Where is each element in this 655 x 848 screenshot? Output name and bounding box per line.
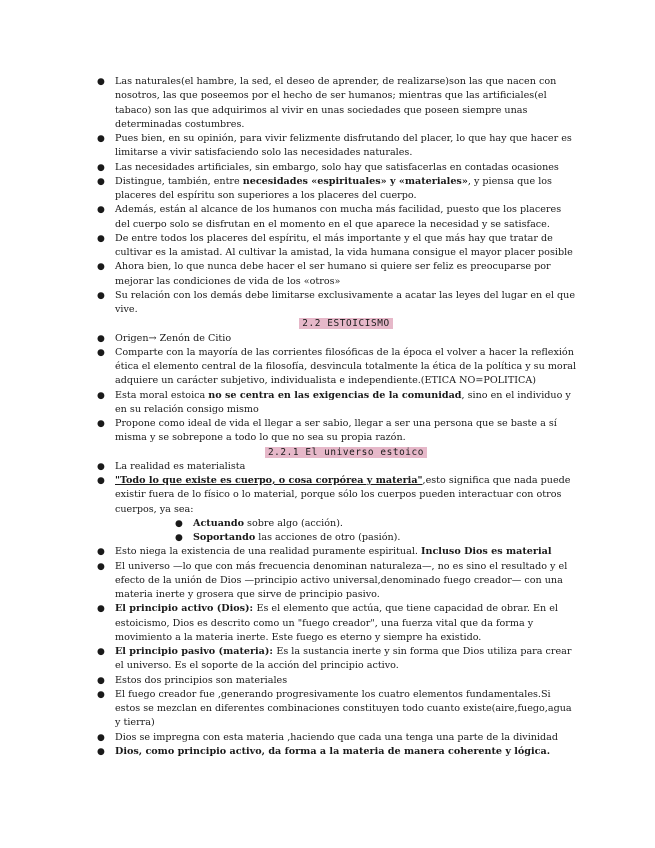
list-item	[97, 161, 577, 175]
item-text: las acciones de otro (pasión).	[255, 532, 401, 543]
item-text: Esto niega la existencia de una realidad puramente espiritual.	[115, 546, 421, 558]
bullet-icon: ●	[97, 77, 105, 87]
bullet-icon: ●	[175, 518, 183, 529]
list-item	[97, 389, 577, 418]
item-text: Comparte con la mayoría de las corrientes filosóficas de la época el volver a hacer la reflexión ética el elemento central de la filosofía, desvincula totalmente la ética de la política y su moral adquiere un carácter subjetivo, individualista e independiente.(ETICA NO=POLITICA)	[115, 346, 577, 387]
list-item	[97, 731, 577, 745]
item-text: De entre todos los placeres del espíritu, el más importante y el que más hay que tratar de cultivar es la amistad. Al cultivar la amistad, la vida humana consigue el mayor placer posible	[115, 232, 573, 258]
section-heading-text: 2.2.1 El universo estoico	[265, 447, 427, 458]
item-text: Su relación con los demás debe limitarse exclusivamente a acatar las leyes del lugar en el que vive.	[115, 289, 576, 315]
list-item	[97, 203, 577, 232]
bullet-icon: ●	[97, 205, 105, 216]
bullet-icon: ●	[97, 561, 105, 572]
item-text: Dios se impregna con esta materia ,haciendo que cada una tenga una parte de la divinidad	[115, 731, 559, 743]
item-text: Es la sustancia inerte y sin forma que Dios utiliza para crear el universo. Es el soporte de la acción del principio activo.	[115, 646, 572, 672]
list-item	[97, 417, 577, 446]
bullet-icon: ●	[175, 533, 183, 543]
list-item	[97, 645, 577, 674]
item-text: Origen→ Zenón de Citio	[115, 332, 232, 344]
item-text: Es el elemento que actúa, que tiene capacidad de obrar. En el estoicismo, Dios es descrito como un "fuego creador", una fuerza vital que da forma y movimiento a la materia inerte. Este fuego es eterno y siempre ha existido.	[115, 603, 558, 643]
bullet-icon: ●	[97, 176, 105, 187]
notes-list	[97, 75, 577, 759]
emphasized-text: Incluso Dios es material	[421, 546, 552, 558]
emphasized-text: Actuando	[193, 517, 244, 529]
item-text: , y piensa que los placeres del espíritu son superiores a los placeres del cuerpo.	[115, 175, 552, 201]
item-text: , sino en el individuo y en su relación consigo mismo	[115, 389, 571, 415]
item-text: Pues bien, en su opinión, para vivir felizmente disfrutando del placer, lo que hay que hacer es limitarse a vivir satisfaciendo solo las necesidades naturales.	[115, 133, 572, 159]
item-text: Estos dos principios son materiales	[115, 674, 288, 686]
list-item	[97, 175, 577, 204]
list-item	[97, 289, 577, 318]
list-item	[97, 474, 577, 517]
item-text: Las naturales(el hambre, la sed, el deseo de aprender, de realizarse)son las que nacen con nosotros, las que poseemos por el hecho de ser humanos; mientras que las artificiales(el tabaco) son las que adquirimos al vivir en unas sociedades que poseen siempre unas determinadas costumbres.	[115, 76, 557, 130]
bullet-icon: ●	[97, 547, 105, 558]
bullet-icon: ●	[97, 419, 105, 429]
list-item	[97, 346, 577, 389]
section-heading	[115, 317, 577, 331]
item-text: El universo —lo que con más frecuencia denominan naturaleza—, no es sino el resultado y el efecto de la unión de Dios —principio activo universal,denominado fuego creador— con una materia inerte y grosera que sirve de principio pasivo.	[115, 560, 568, 600]
item-text: La realidad es materialista	[115, 460, 246, 472]
emphasized-text: necesidades «espirituales» y «materiales»	[242, 175, 468, 187]
bullet-icon: ●	[97, 162, 105, 173]
emphasized-text: El principio pasivo (materia):	[115, 646, 277, 657]
bullet-icon: ●	[97, 233, 105, 244]
list-item	[97, 132, 577, 161]
item-text: Ahora bien, lo que nunca debe hacer el ser humano si quiere ser feliz es preocuparse por mejorar las condiciones de vida de los «otros»	[115, 261, 551, 287]
section-heading	[115, 446, 577, 460]
section-heading-text: 2.2 ESTOICISMO	[299, 318, 392, 329]
item-text: Esta moral estoica	[115, 389, 209, 401]
list-item	[97, 460, 577, 474]
bullet-icon: ●	[97, 604, 105, 615]
bullet-icon: ●	[97, 333, 105, 344]
emphasized-text: El principio activo (Dios):	[115, 603, 257, 615]
item-text: Las necesidades artificiales, sin embargo, solo hay que satisfacerlas en contadas ocasiones	[115, 161, 559, 173]
list-item	[97, 545, 577, 559]
list-item	[97, 602, 577, 645]
item-text: Distingue, también, entre	[115, 175, 243, 187]
bullet-icon: ●	[97, 476, 105, 486]
item-text: ,esto significa que nada puede existir fuera de lo físico o lo material, porque sólo los cuerpos pueden interactuar con otros cuerpos, ya sea:	[115, 475, 571, 515]
item-text: sobre algo (acción).	[244, 517, 343, 529]
bullet-icon: ●	[97, 689, 105, 700]
list-item	[97, 260, 577, 289]
list-item	[97, 75, 577, 132]
bullet-icon: ●	[97, 290, 105, 301]
bullet-icon: ●	[97, 675, 105, 686]
list-item	[97, 688, 577, 731]
emphasized-text: "Todo lo que existe es cuerpo, o cosa corpórea y materia"	[115, 475, 423, 486]
emphasized-text: Soportando	[193, 532, 256, 543]
list-item	[97, 232, 577, 261]
sub-list-item	[115, 531, 577, 545]
bullet-icon: ●	[97, 390, 105, 401]
bullet-icon: ●	[97, 461, 105, 472]
emphasized-text: Dios, como principio activo, da forma a la materia de manera coherente y lógica.	[115, 745, 551, 757]
bullet-icon: ●	[97, 647, 105, 657]
list-item	[97, 674, 577, 688]
list-item	[97, 560, 577, 603]
item-text: Además, están al alcance de los humanos con mucha más facilidad, puesto que los placeres del cuerpo solo se disfrutan en el momento en el que aparece la necesidad y se satisface.	[115, 204, 562, 230]
sub-list-item	[115, 517, 577, 531]
list-item	[97, 332, 577, 346]
item-text: Propone como ideal de vida el llegar a ser sabio, llegar a ser una persona que se baste a sí misma y se sobrepone a todo lo que no sea su propia razón.	[115, 418, 557, 444]
bullet-icon: ●	[97, 134, 105, 144]
list-item	[97, 745, 577, 759]
item-text: El fuego creador fue ,generando progresivamente los cuatro elementos fundamentales.Si estos se mezclan en diferentes combinaciones constituyen todo cuanto existe(aire,fuego,agua y tierra)	[115, 688, 572, 729]
bullet-icon: ●	[97, 732, 105, 743]
emphasized-text: no se centra en las exigencias de la comunidad	[208, 389, 462, 401]
bullet-icon: ●	[97, 746, 105, 757]
bullet-icon: ●	[97, 347, 105, 358]
bullet-icon: ●	[97, 262, 105, 273]
